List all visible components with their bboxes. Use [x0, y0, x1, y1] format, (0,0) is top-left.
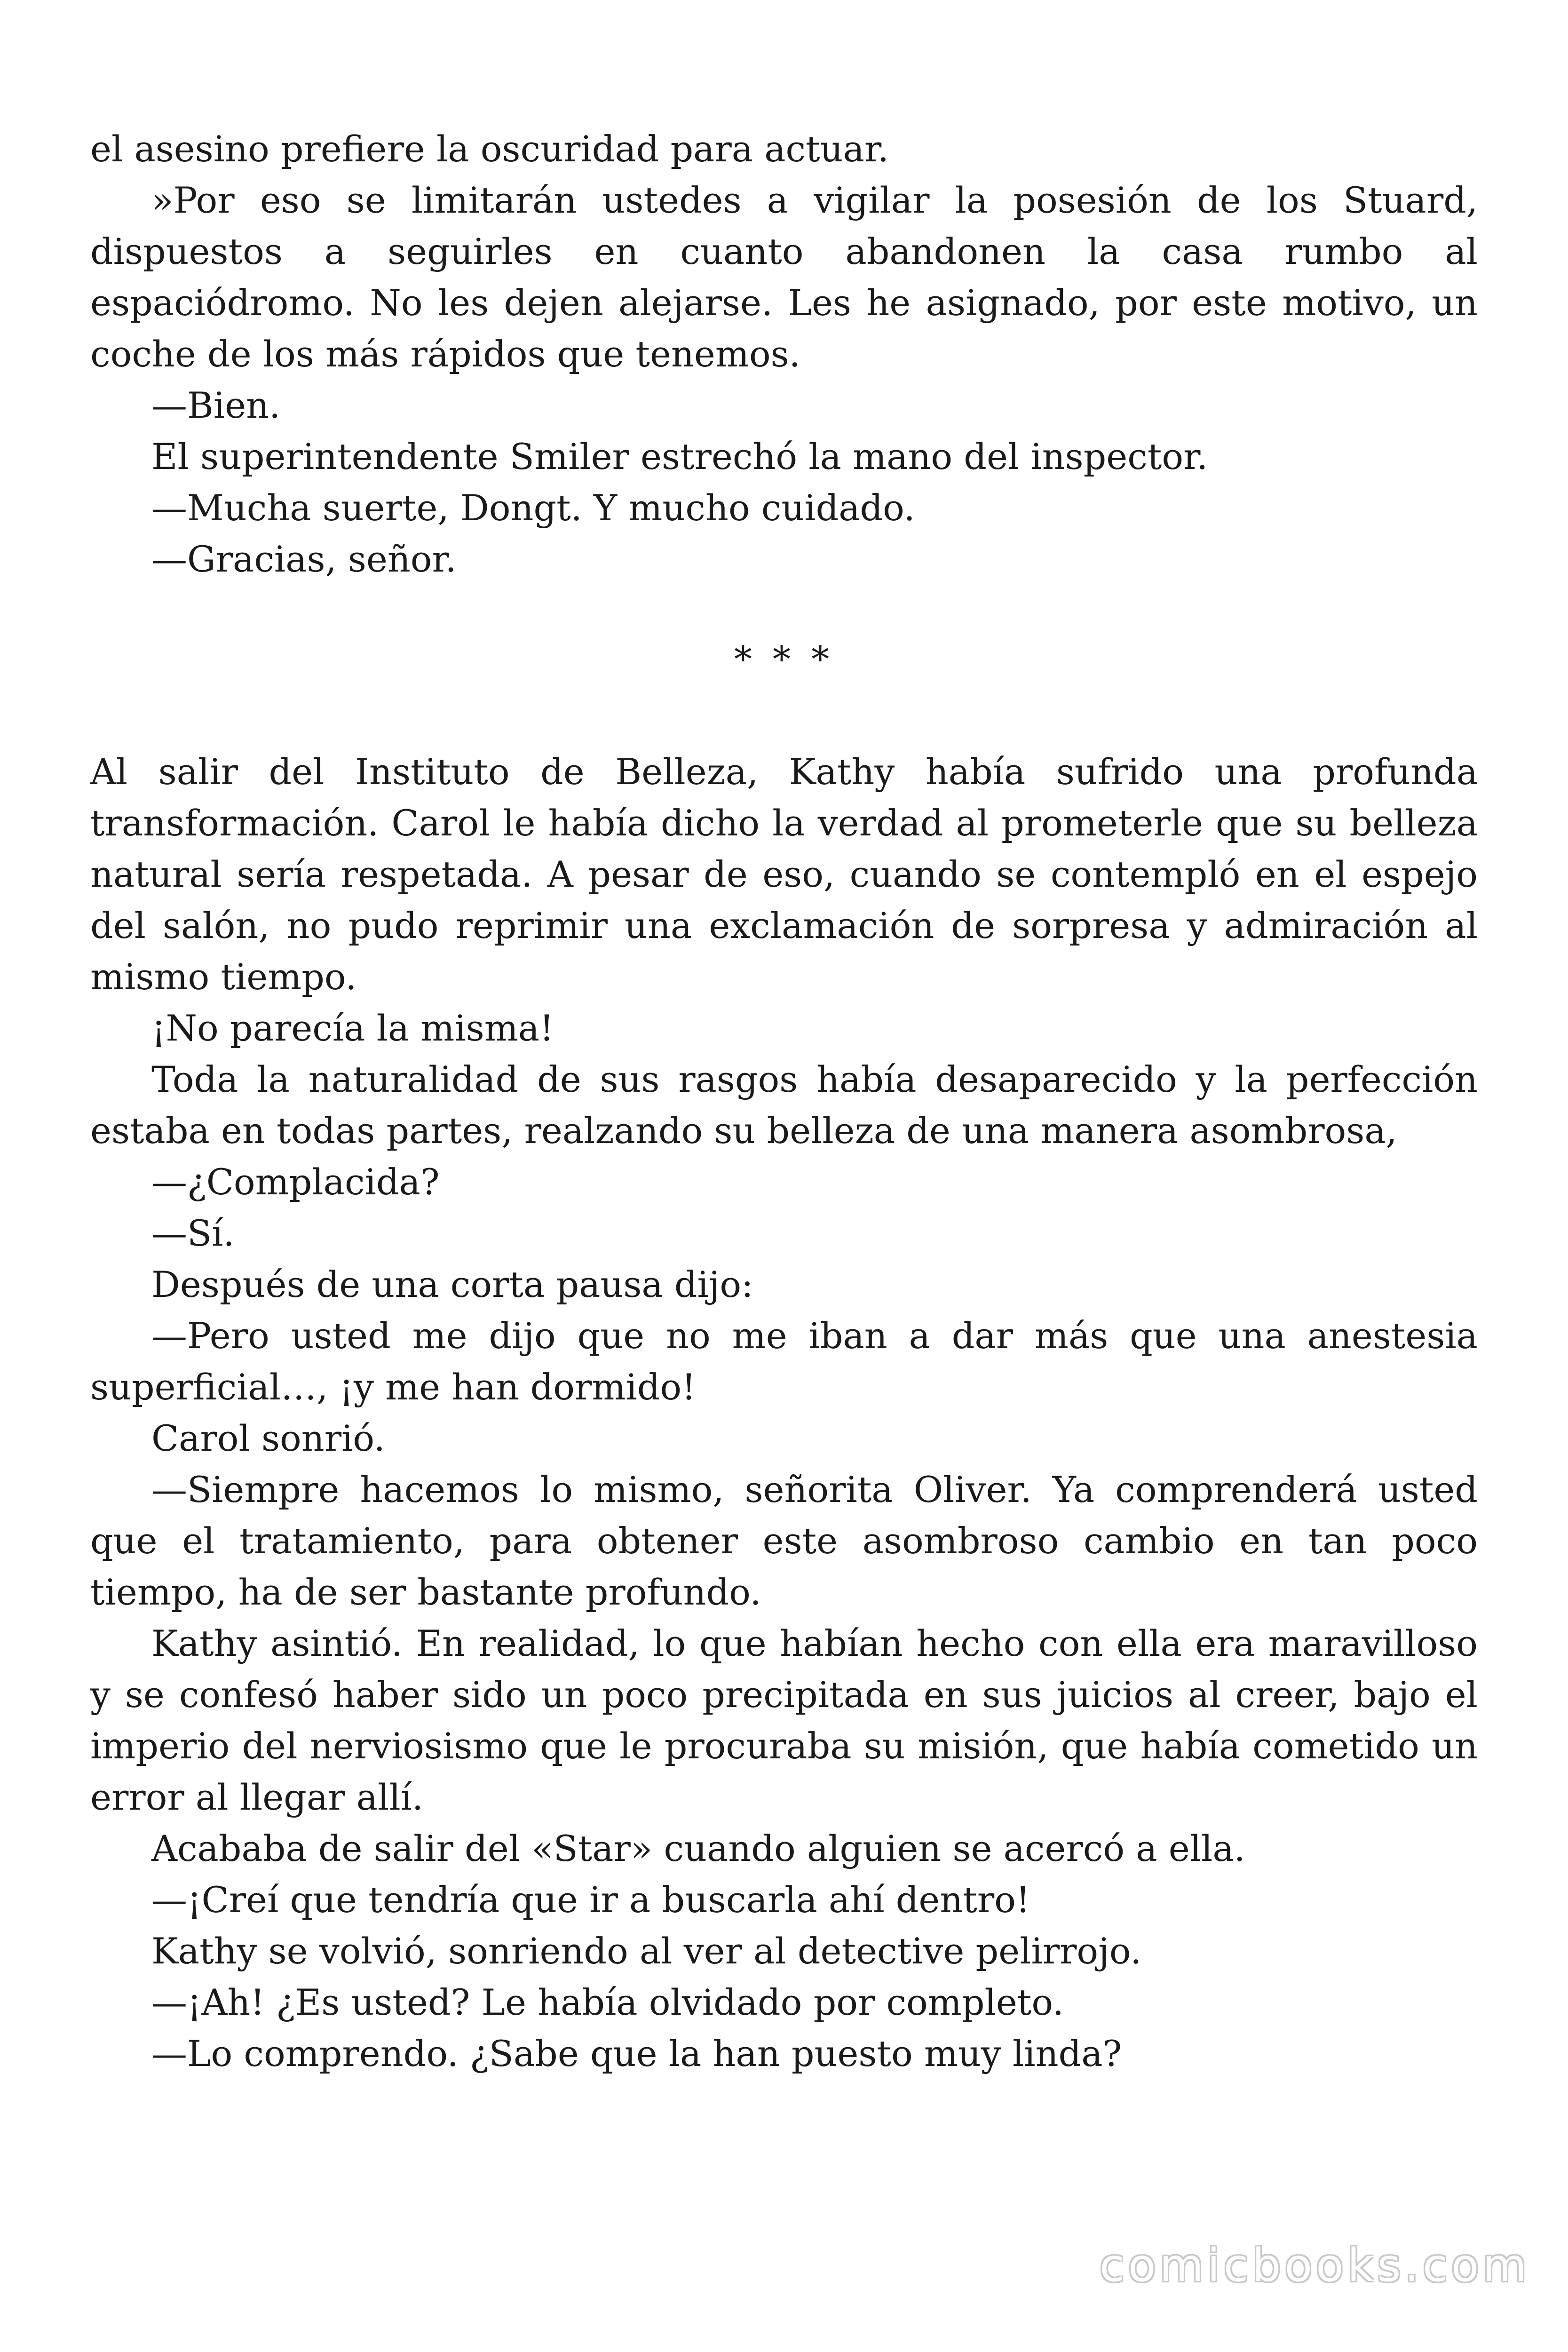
paragraph: El superintendente Smiler estrechó la mano del inspector. — [151, 436, 1208, 477]
paragraph: Kathy asintió. En realidad, lo que habían hecho con ella era maravilloso y se confesó haber sido un poco precipitada en sus juicios al creer, bajo el imperio del nerviosismo que le procuraba su misión, que había cometido un error al llegar allí. — [90, 1622, 1478, 1818]
paragraph: —Lo comprendo. ¿Sabe que la han puesto muy linda? — [151, 2033, 1122, 2074]
paragraph: —¡Creí que tendría que ir a buscarla ahí dentro! — [151, 1879, 1030, 1921]
paragraph: Toda la naturalidad de sus rasgos había desaparecido y la perfección estaba en todas partes, realzando su belleza de una manera asombrosa, — [90, 1058, 1478, 1152]
paragraph: —Siempre hacemos lo mismo, señorita Oliver. Ya comprenderá usted que el tratamiento, para obtener este asombroso cambio en tan poco tiempo, ha de ser bastante profundo. — [90, 1469, 1478, 1613]
paragraph: —¡Ah! ¿Es usted? Le había olvidado por completo. — [151, 1981, 1064, 2023]
paragraph: —Bien. — [151, 384, 281, 426]
scene-separator: * * * — [734, 638, 834, 680]
paragraph: ¡No parecía la misma! — [151, 1007, 554, 1049]
paragraph: el asesino prefiere la oscuridad para actuar. — [90, 128, 889, 170]
paragraph: —Gracias, señor. — [151, 538, 457, 580]
paragraph: Carol sonrió. — [151, 1417, 385, 1459]
paragraph: »Por eso se limitarán ustedes a vigilar la posesión de los Stuard, dispuestos a seguirles en cuanto abandonen la casa rumbo al espaciódromo. No les dejen alejarse. Les he asignado, por este motivo, un coche de los más rápidos que tenemos. — [90, 179, 1478, 375]
paragraph: —Sí. — [151, 1212, 235, 1254]
paragraph: —Mucha suerte, Dongt. Y mucho cuidado. — [151, 487, 915, 529]
paragraph: —Pero usted me dijo que no me iban a dar más que una anestesia superficial…, ¡y me han dormido! — [90, 1315, 1478, 1408]
paragraph: —¿Complacida? — [151, 1161, 440, 1203]
book-page — [90, 123, 1478, 2079]
paragraph: Al salir del Instituto de Belleza, Kathy había sufrido una profunda transformación. Carol le había dicho la verdad al prometerle que su belleza natural sería respetada. A pesar de eso, cuando se contempló en el espejo del salón, no pudo reprimir una exclamación de sorpresa y admiración al mismo tiempo. — [90, 751, 1478, 998]
paragraph: Después de una corta pausa dijo: — [151, 1263, 753, 1305]
paragraph: Kathy se volvió, sonriendo al ver al detective pelirrojo. — [151, 1930, 1142, 1972]
site-watermark: comicbooks.com — [1099, 2239, 1530, 2292]
paragraph: Acababa de salir del «Star» cuando alguien se acercó a ella. — [151, 1828, 1245, 1869]
